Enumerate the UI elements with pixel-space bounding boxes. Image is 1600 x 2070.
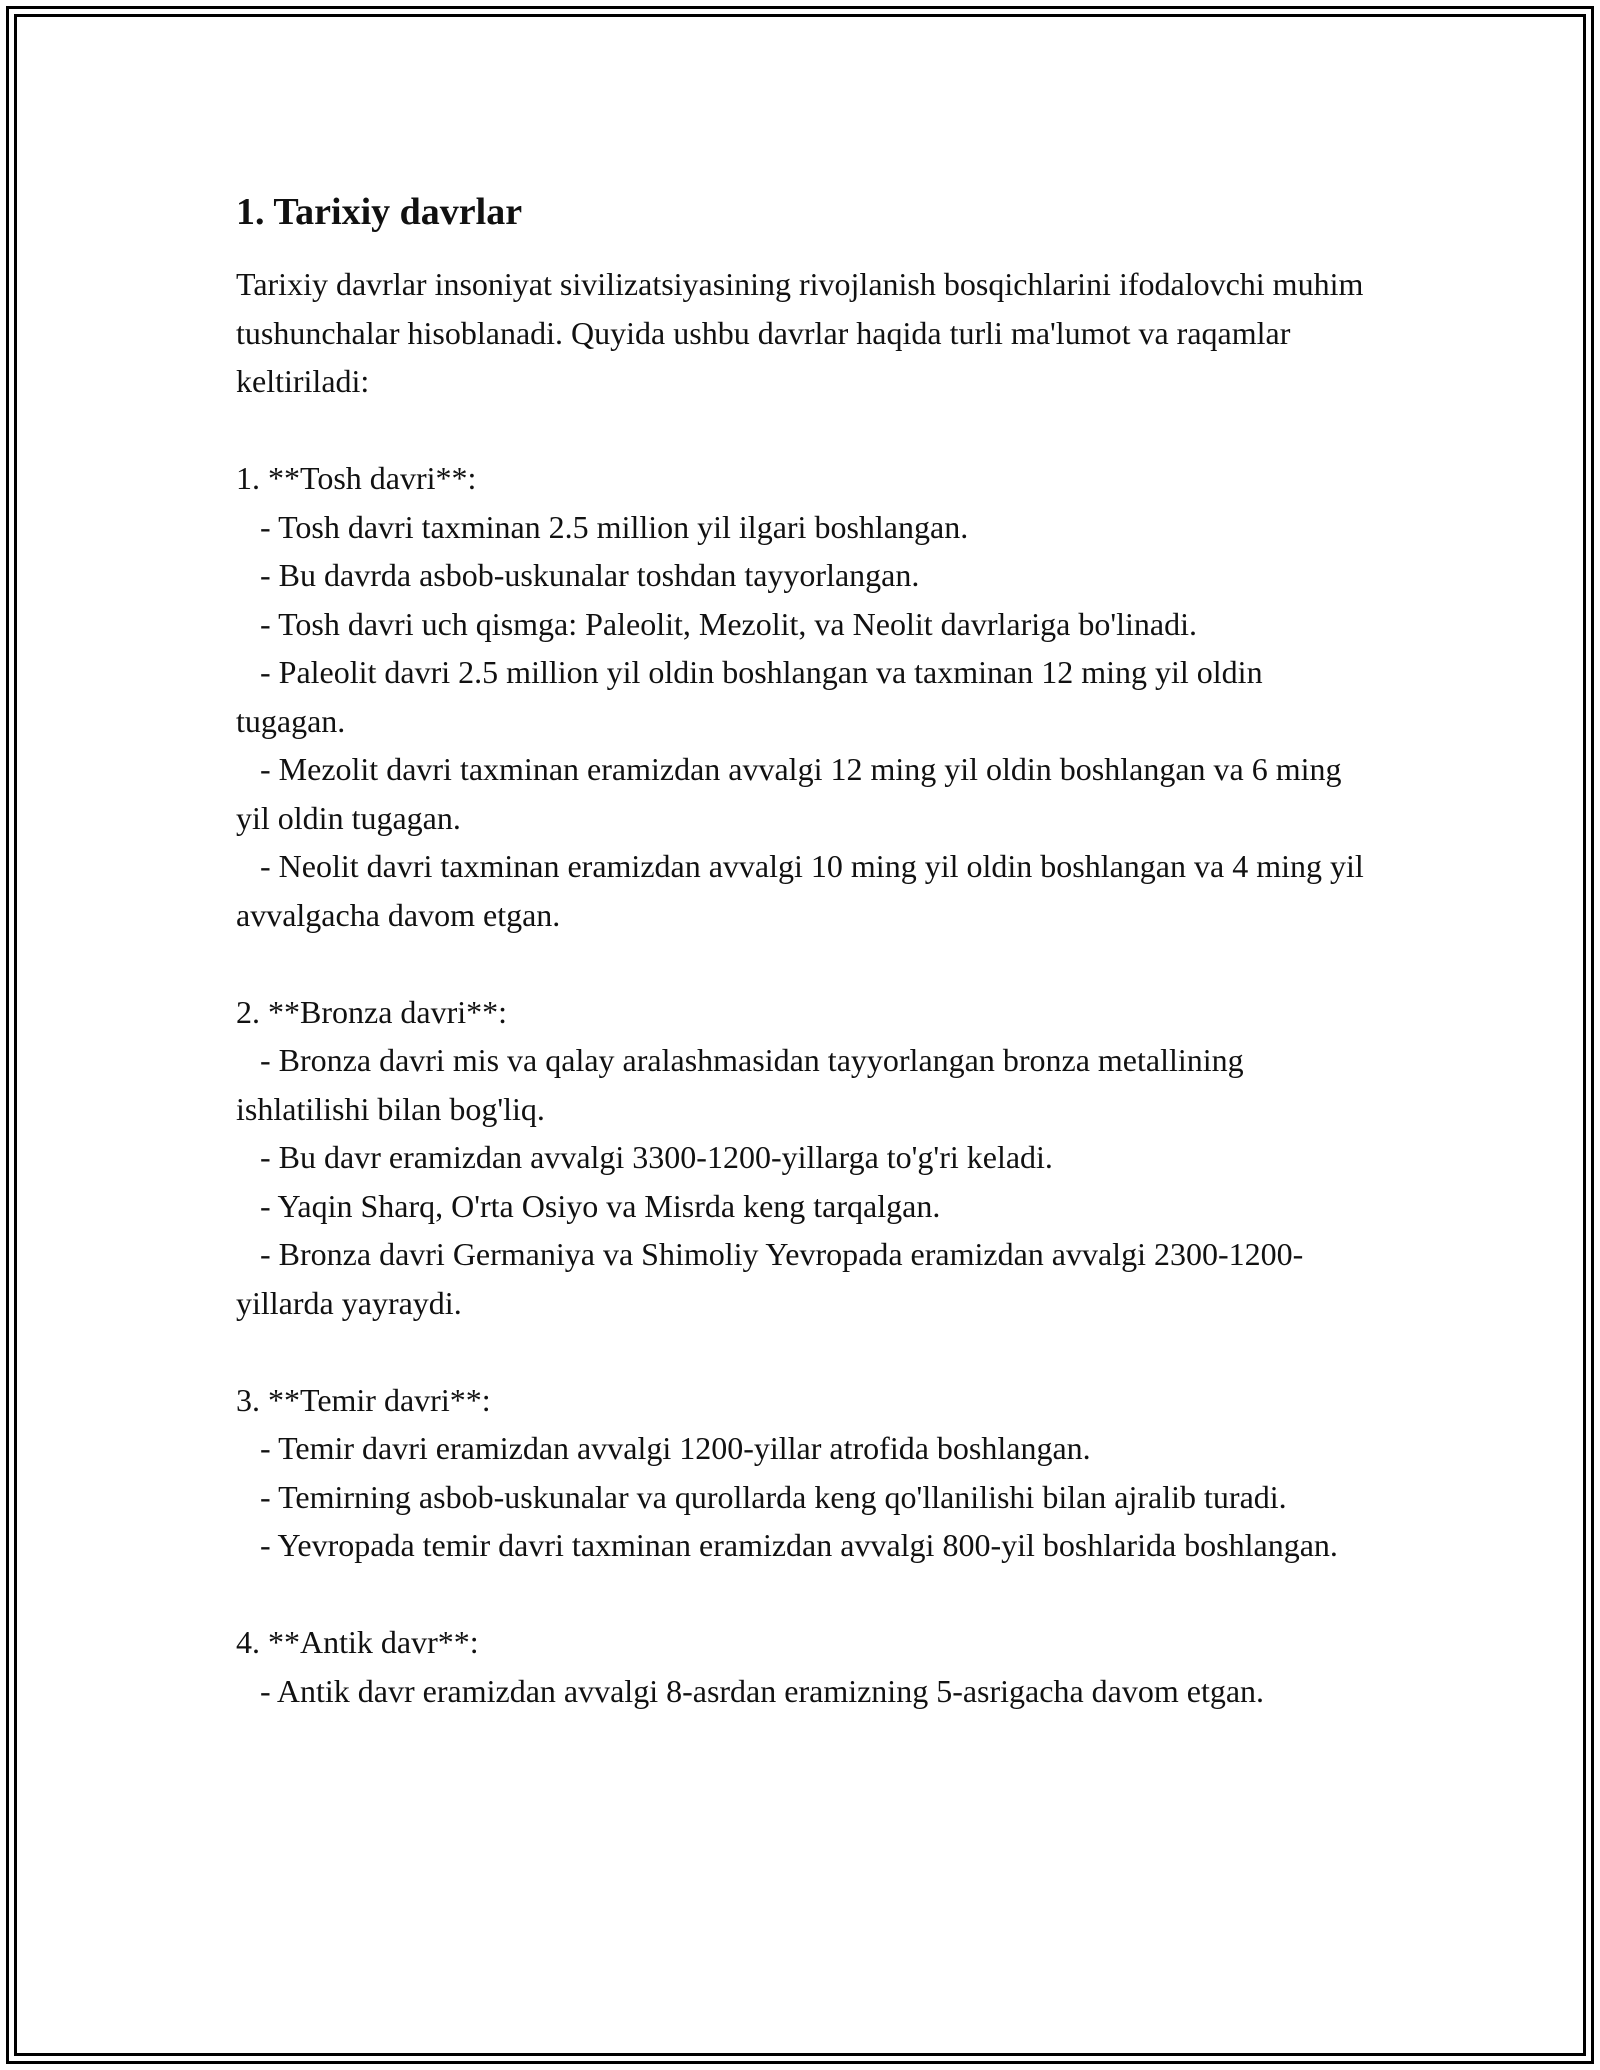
section-title: 3. **Temir davri**:: [236, 1381, 491, 1418]
list-item: - Bu davr eramizdan avvalgi 3300-1200-yillarga to'g'ri keladi.: [236, 1139, 1053, 1175]
list-item: - Bronza davri Germaniya va Shimoliy Yevropada eramizdan avvalgi 2300-1200-yillarda yayraydi.: [236, 1236, 1304, 1321]
list-item: - Bu davrda asbob-uskunalar toshdan tayyorlangan.: [236, 557, 920, 593]
paragraph-spacer: [236, 406, 1366, 455]
list-item: - Yevropada temir davri taxminan eramizdan avvalgi 800-yil boshlarida boshlangan.: [236, 1527, 1338, 1563]
section-title: 2. **Bronza davri**:: [236, 993, 508, 1030]
list-item: - Tosh davri uch qismga: Paleolit, Mezolit, va Neolit davrlariga bo'linadi.: [236, 605, 1197, 642]
document-body: [236, 186, 1372, 1715]
list-item: - Tosh davri taxminan 2.5 million yil ilgari boshlangan.: [236, 508, 969, 545]
paragraph-spacer: [236, 939, 1366, 988]
list-item: - Paleolit davri 2.5 million yil oldin boshlangan va taxminan 12 ming yil oldin tugagan.: [236, 654, 1271, 739]
list-item: - Temir davri eramizdan avvalgi 1200-yillar atrofida boshlangan.: [236, 1430, 1091, 1466]
section-title: 1. **Tosh davri**:: [236, 460, 477, 496]
list-item: - Bronza davri mis va qalay aralashmasidan tayyorlangan bronza metallining ishlatilishi bilan bog'liq.: [236, 1042, 1252, 1127]
section-bronza-davri: [236, 988, 1366, 1328]
section-title: 4. **Antik davr**:: [236, 1624, 479, 1660]
paragraph-spacer: [236, 1570, 1366, 1619]
section-temir-davri: [236, 1376, 1366, 1570]
list-item: - Yaqin Sharq, O'rta Osiyo va Misrda keng tarqalgan.: [236, 1187, 941, 1224]
section-tosh-davri: [236, 454, 1372, 939]
list-item: - Temirning asbob-uskunalar va qurollarda keng qo'llanilishi bilan ajralib turadi.: [236, 1478, 1287, 1515]
list-item: - Mezolit davri taxminan eramizdan avvalgi 12 ming yil oldin boshlangan va 6 ming yil oldin tugagan.: [236, 751, 1350, 836]
list-item: - Antik davr eramizdan avvalgi 8-asrdan eramizning 5-asrigacha davom etgan.: [236, 1672, 1265, 1709]
paragraph-spacer: [236, 1327, 1366, 1376]
document-heading: 1. Tarixiy davrlar: [236, 191, 523, 233]
list-item: - Neolit davri taxminan eramizdan avvalgi 10 ming yil oldin boshlangan va 4 ming yil avvalgacha davom etgan.: [236, 848, 1372, 933]
intro-paragraph: Tarixiy davrlar insoniyat sivilizatsiyasining rivojlanish bosqichlarini ifodalovchi muhim tushunchalar hisoblanadi. Quyida ushbu davrlar haqida turli ma'lumot va raqamlar keltiriladi:: [236, 266, 1372, 399]
section-antik-davr: [236, 1618, 1366, 1715]
